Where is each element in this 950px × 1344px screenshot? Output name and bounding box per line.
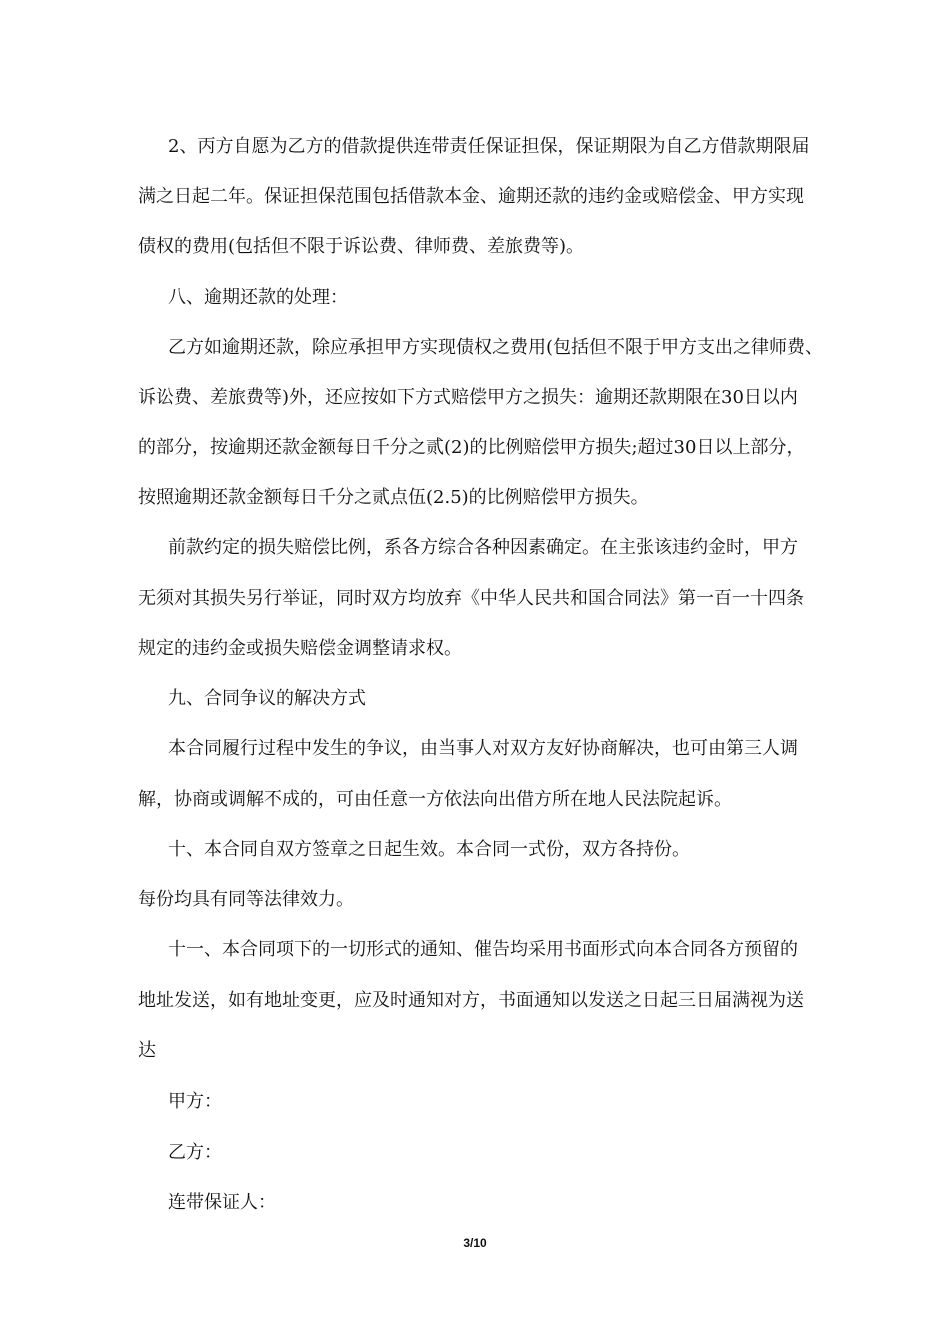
paragraph-line: 规定的违约金或损失赔偿金调整请求权。 (138, 638, 462, 659)
paragraph-line: 2、丙方自愿为乙方的借款提供连带责任保证担保，保证期限为自乙方借款期限届 (168, 136, 810, 157)
paragraph-line: 达 (138, 1040, 156, 1061)
section-heading: 八、逾期还款的处理： (168, 287, 348, 308)
paragraph-line: 前款约定的损失赔偿比例，系各方综合各种因素确定。在主张该违约金时，甲方 (168, 537, 798, 558)
paragraph-line: 十、本合同自双方签章之日起生效。本合同一式份，双方各持份。 (168, 839, 690, 860)
paragraph-line: 乙方如逾期还款，除应承担甲方实现债权之费用(包括但不限于甲方支出之律师费、 (168, 337, 824, 358)
paragraph-line: 按照逾期还款金额每日千分之贰点伍(2.5)的比例赔偿甲方损失。 (138, 487, 649, 508)
paragraph-line: 解，协商或调解不成的，可由任意一方依法向出借方所在地人民法院起诉。 (138, 789, 732, 810)
paragraph-line: 每份均具有同等法律效力。 (138, 889, 354, 910)
page-number: 3/10 (463, 1236, 487, 1250)
signature-party-b: 乙方： (168, 1142, 222, 1163)
signature-party-a: 甲方： (168, 1091, 222, 1112)
paragraph-line: 无须对其损失另行举证，同时双方均放弃《中华人民共和国合同法》第一百一十四条 (138, 588, 804, 609)
paragraph-line: 本合同履行过程中发生的争议，由当事人对双方友好协商解决，也可由第三人调 (168, 738, 798, 759)
paragraph-line: 十一、本合同项下的一切形式的通知、催告均采用书面形式向本合同各方预留的 (168, 939, 798, 960)
paragraph-line: 债权的费用(包括但不限于诉讼费、律师费、差旅费等)。 (138, 236, 585, 257)
signature-guarantor: 连带保证人： (168, 1192, 276, 1213)
paragraph-line: 地址发送，如有地址变更，应及时通知对方，书面通知以发送之日起三日届满视为送 (138, 990, 804, 1011)
section-heading: 九、合同争议的解决方式 (168, 688, 366, 709)
paragraph-line: 满之日起二年。保证担保范围包括借款本金、逾期还款的违约金或赔偿金、甲方实现 (138, 186, 804, 207)
paragraph-line: 的部分，按逾期还款金额每日千分之贰(2)的比例赔偿甲方损失;超过30日以上部分， (138, 437, 805, 458)
paragraph-line: 诉讼费、差旅费等)外，还应按如下方式赔偿甲方之损失：逾期还款期限在30日以内 (138, 387, 798, 408)
